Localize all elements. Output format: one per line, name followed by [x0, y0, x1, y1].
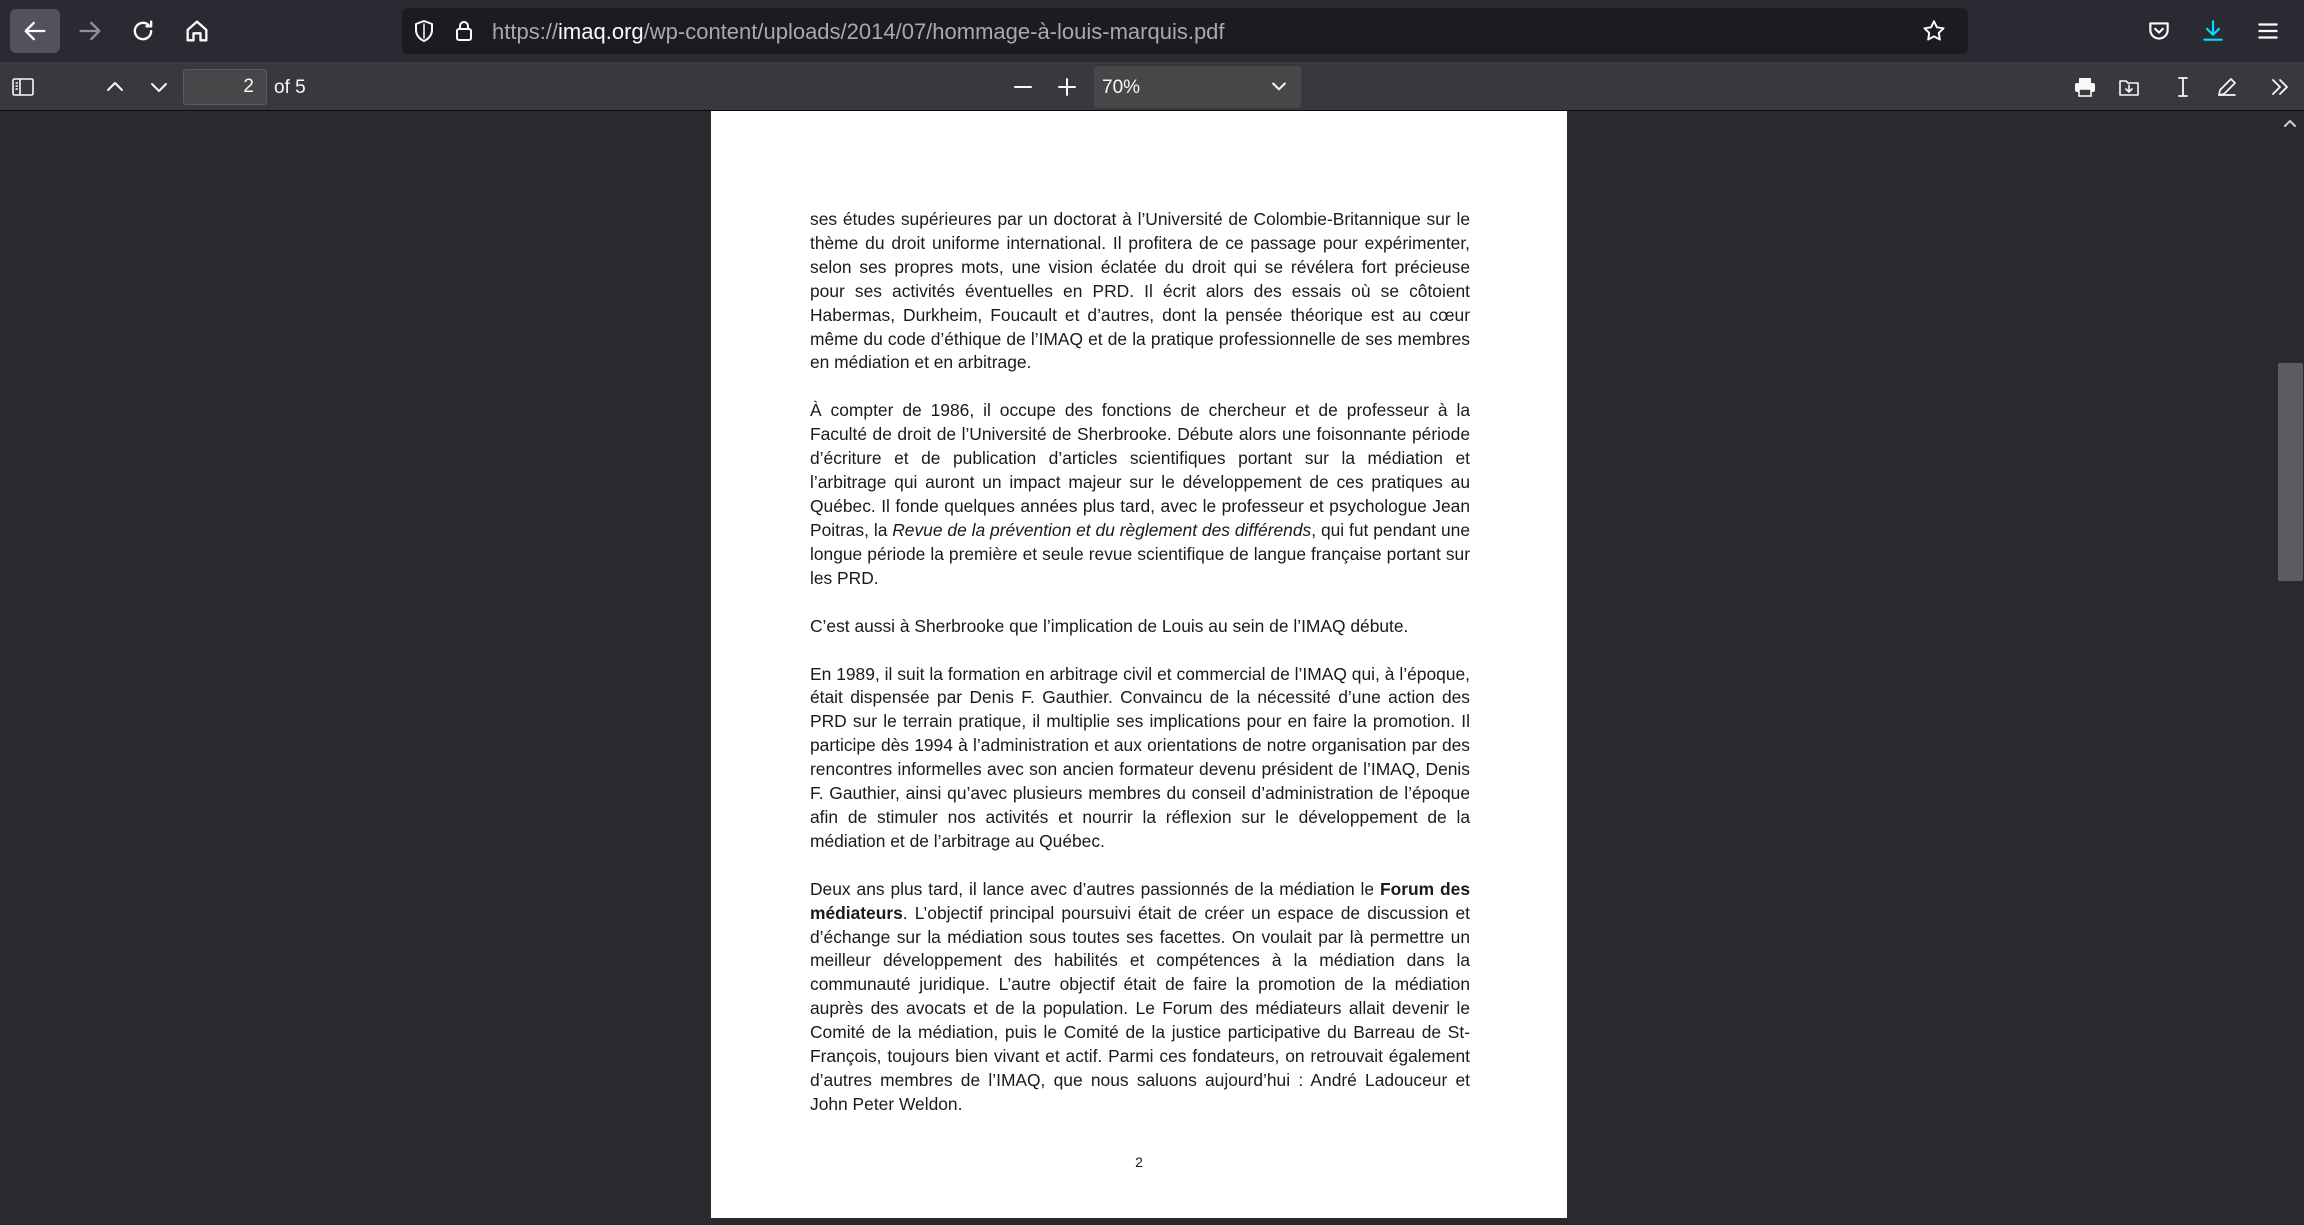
page-footer-number: 2	[1135, 1154, 1143, 1170]
zoom-select[interactable]	[1094, 66, 1301, 108]
text-cursor-icon	[2171, 75, 2195, 99]
page-number-input[interactable]: 2	[183, 69, 267, 105]
double-chevron-right-icon	[2268, 75, 2292, 99]
document-paragraph	[810, 399, 1470, 590]
draw-tool-button[interactable]	[2212, 72, 2242, 102]
url-text[interactable]	[492, 19, 1225, 45]
browser-nav-bar	[0, 0, 2304, 62]
document-paragraph	[810, 878, 1470, 1117]
printer-icon	[2073, 75, 2097, 99]
chevron-down-icon	[1269, 76, 1289, 96]
tracking-protection-shield-icon[interactable]	[410, 17, 438, 45]
pdf-viewer-area[interactable]	[0, 111, 2304, 1225]
app-menu-button[interactable]	[2253, 16, 2283, 46]
home-icon	[183, 17, 211, 45]
document-paragraph	[810, 663, 1470, 854]
hamburger-menu-icon	[2255, 18, 2281, 44]
scroll-up-arrow-icon[interactable]	[2282, 115, 2298, 131]
minus-icon	[1011, 75, 1035, 99]
tools-menu-button[interactable]	[2265, 72, 2295, 102]
url-prefix: https://	[492, 19, 559, 44]
pencil-icon	[2215, 75, 2239, 99]
url-path: /wp-content/uploads/2014/07/hommage-à-louis-marquis.pdf	[643, 19, 1225, 44]
paragraph-text-segment: Deux ans plus tard, il lance avec d’autres passionnés de la médiation le	[810, 878, 1381, 899]
paragraph-text-segment: En 1989, il suit la formation en arbitrage civil et commercial de l’IMAQ qui, à l’époque, était dispensée par Denis F. Gauthier. Convaincu de la nécessité d’une action des PRD sur le terrain pratique, il multiplie ses implications pour en faire la promotion. Il participe dès 1994 à l’administration et aux orientations de notre organisation par des rencontres informelles avec son ancien formateur devenu président de l’IMAQ, Denis F. Gauthier, ainsi qu’avec plusieurs membres du conseil d’administration de l’époque afin de stimuler nos activités et nourrir la réflexion sur le développement de la médiation et de l’arbitrage au Québec.	[810, 663, 1470, 851]
paragraph-text-segment: , qui fut pendant une longue période la première et seule revue scientifique de langue française portant sur les PRD.	[810, 519, 1470, 588]
previous-page-button[interactable]	[100, 72, 130, 102]
reload-button[interactable]	[118, 9, 168, 53]
zoom-out-button[interactable]	[1008, 72, 1038, 102]
forward-button[interactable]	[65, 9, 115, 53]
paragraph-text-segment: À compter de 1986, il occupe des fonctions de chercheur et de professeur à la Faculté de droit de l’Université de Sherbrooke. Débute alors une foisonnante période d’écriture et de publication d’articles scientifiques portant sur la médiation et l’arbitrage qui auront un impact majeur sur le développement de ces pratiques au Québec. Il fonde quelques années plus tard, avec le professeur et psychologue Jean Poitras, la	[810, 400, 1470, 540]
print-button[interactable]	[2070, 72, 2100, 102]
page-count-label: of 5	[274, 77, 306, 98]
save-button[interactable]	[2114, 72, 2144, 102]
chevron-down-icon	[147, 75, 171, 99]
vertical-scrollbar[interactable]	[2275, 111, 2304, 1225]
scrollbar-thumb[interactable]	[2278, 363, 2303, 581]
paragraph-text-segment: Forum des médiateurs	[810, 878, 1471, 923]
chevron-up-icon	[103, 75, 127, 99]
arrow-right-icon	[76, 17, 104, 45]
zoom-value: 70%	[1102, 77, 1141, 98]
text-tool-button[interactable]	[2168, 72, 2198, 102]
download-icon	[2200, 18, 2226, 44]
paragraph-text-segment: C’est aussi à Sherbrooke que l’implication de Louis au sein de l’IMAQ débute.	[810, 615, 1409, 636]
zoom-in-button[interactable]	[1052, 72, 1082, 102]
pocket-icon	[2146, 18, 2172, 44]
paragraph-text-segment: Revue de la prévention et du règlement des différends	[892, 519, 1312, 540]
save-download-icon	[2117, 75, 2141, 99]
paragraph-text-segment: . L’objectif principal poursuivi était de créer un espace de discussion et d’échange sur la médiation sous toutes ses facettes. On voulait par là permettre un meilleur développement des habilités et compétences à la médiation dans la communauté juridique. L’autre objectif était de faire la promotion de la médiation auprès des avocats et de la population. Le Forum des médiateurs allait devenir le Comité de la médiation, puis le Comité de la justice participative du Barreau de St-François, toujours bien vivant et actif. Parmi ces fondateurs, on retrouvait également d’autres membres de l’IMAQ, que nous saluons aujourd’hui : André Ladouceur et John Peter Weldon.	[810, 902, 1470, 1114]
document-paragraph	[810, 615, 1470, 639]
toggle-sidebar-button[interactable]	[8, 72, 38, 102]
home-button[interactable]	[172, 9, 222, 53]
pdf-page[interactable]	[711, 111, 1567, 1218]
pocket-button[interactable]	[2144, 16, 2174, 46]
back-button[interactable]	[10, 9, 60, 53]
arrow-left-icon	[21, 17, 49, 45]
plus-icon	[1055, 75, 1079, 99]
sidebar-toggle-icon	[11, 75, 35, 99]
pdf-toolbar	[0, 62, 2304, 111]
reload-icon	[129, 17, 157, 45]
bookmark-star-icon[interactable]	[1920, 17, 1948, 45]
paragraph-text-segment: ses études supérieures par un doctorat à l’Université de Colombie-Britannique sur le thème du droit uniforme international. Il profitera de ce passage pour expérimenter, selon ses propres mots, une vision éclatée du droit qui se révélera fort précieuse pour ses activités éventuelles en PRD. Il écrit alors des essais où se côtoient Habermas, Durkheim, Foucault et d’autres, dont la pensée théorique est au cœur même du code d’éthique de l’IMAQ et de la pratique professionnelle de ses membres en médiation et en arbitrage.	[810, 209, 1470, 373]
url-host: imaq.org	[558, 19, 644, 44]
page-text-body	[810, 208, 1470, 1141]
address-bar[interactable]	[402, 8, 1968, 54]
downloads-button[interactable]	[2198, 16, 2228, 46]
lock-icon[interactable]	[450, 17, 478, 45]
document-paragraph	[810, 208, 1470, 375]
next-page-button[interactable]	[144, 72, 174, 102]
